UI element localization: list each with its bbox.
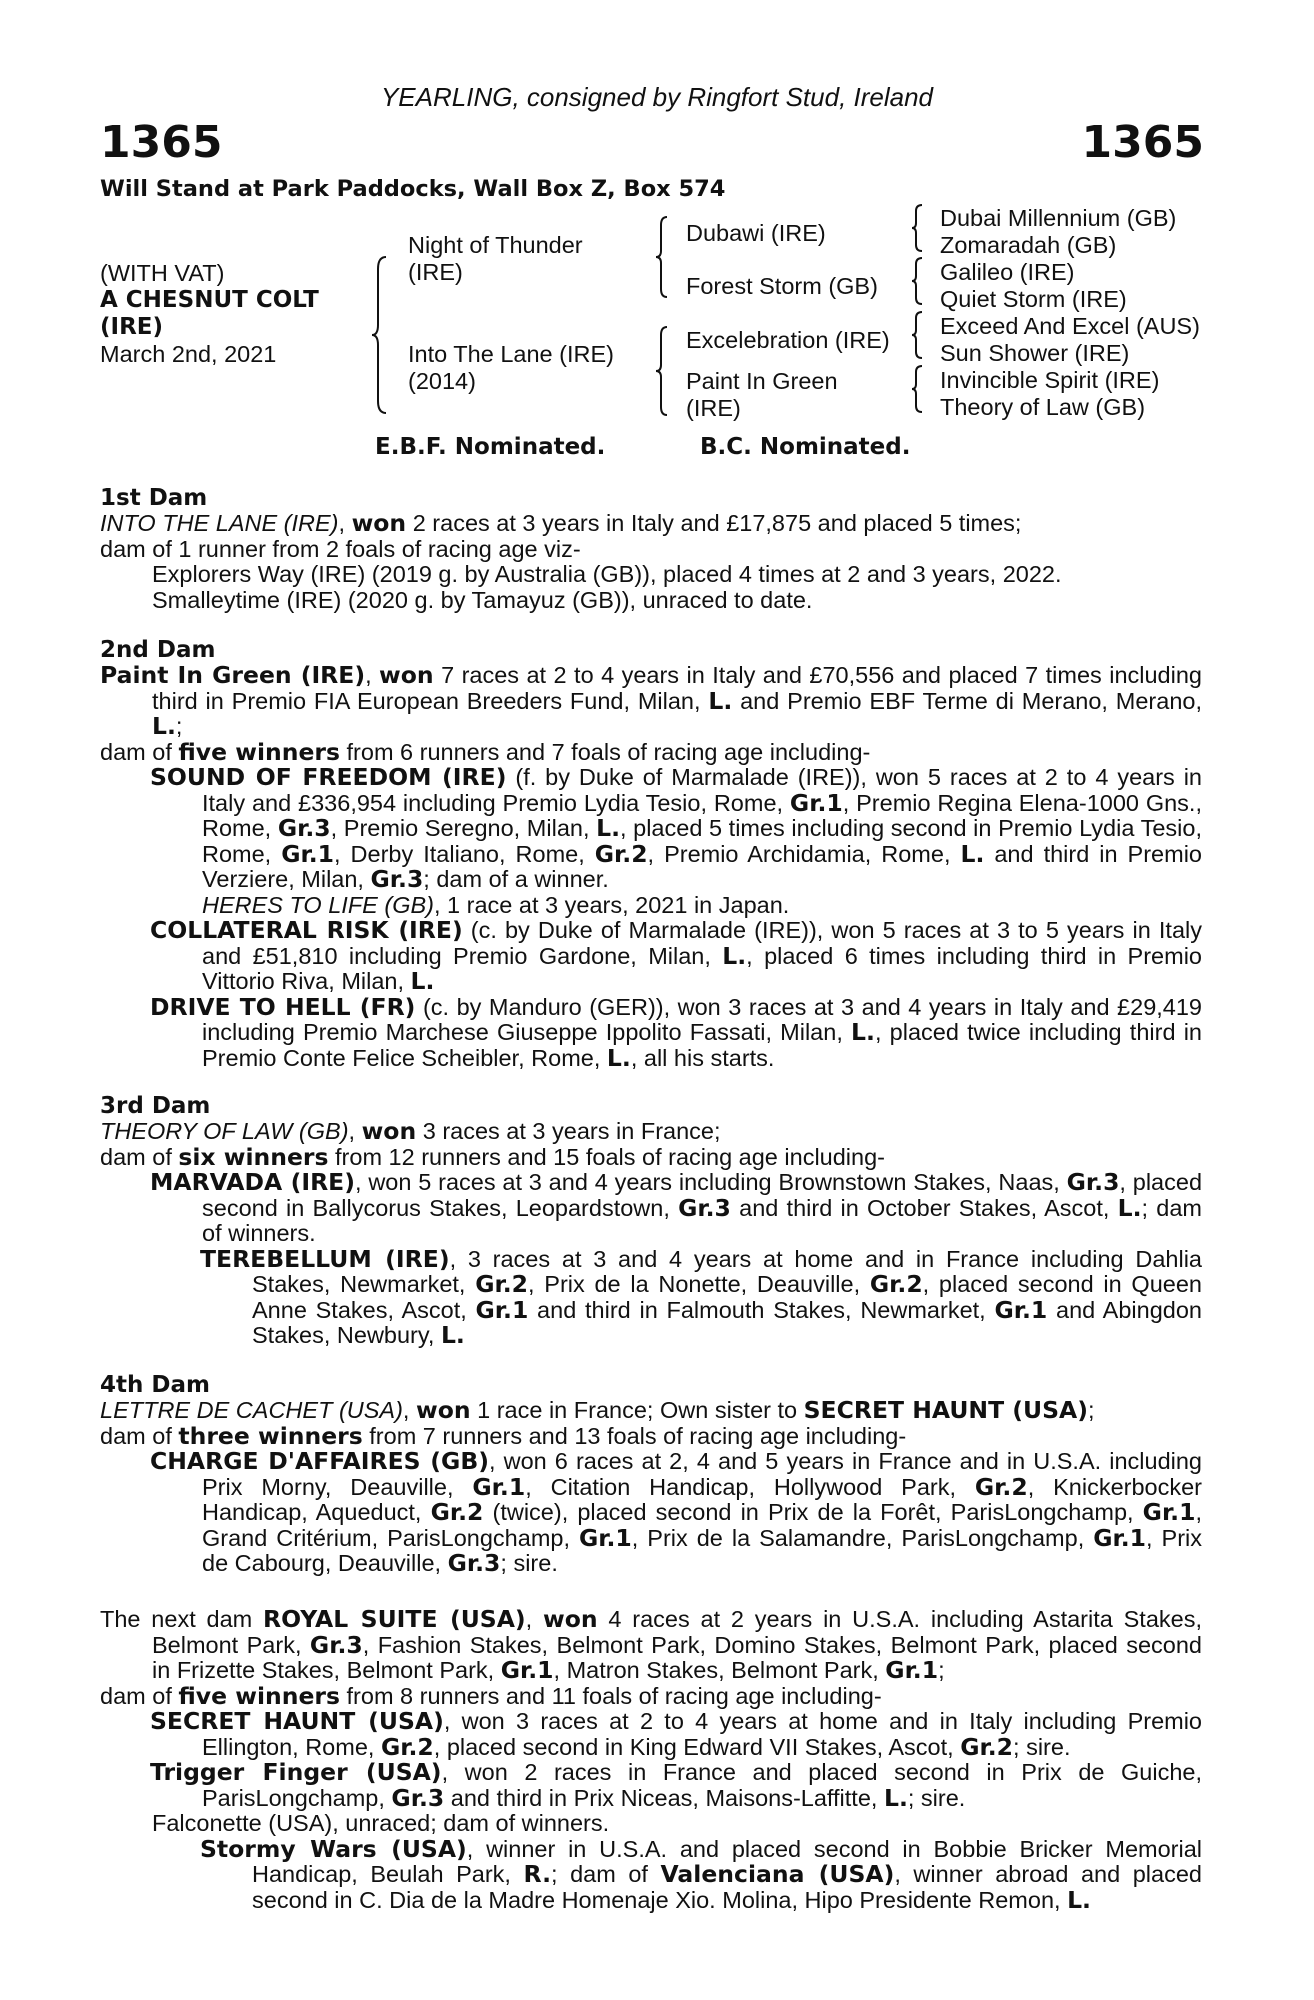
progeny-charge-daffaires: CHARGE D'AFFAIRES (GB), won 6 races at 2, 4 and 5 years in France and in U.S.A. including Prix Morny, Deauville, Gr.1, Citation Handicap, Hollywood Park, Gr.2, Knickerbocker Handicap, Aqueduct, Gr.2 (twice), placed second in Prix de la Forêt, ParisLongchamp, Gr.1, Grand Critérium, ParisLongchamp, Gr.1, Prix de la Salamandre, ParisLongchamp, Gr.1, Prix de Cabourg, Deauville, Gr.3; sire.	[150, 1447, 1203, 1577]
progeny-trigger-finger: Trigger Finger (USA), won 2 races in France and placed second in Prix de Guiche, ParisLongchamp, Gr.3 and third in Prix Niceas, Maisons-Laffitte, L.; sire.	[150, 1758, 1203, 1812]
progeny-item: Explorers Way (IRE) (2019 g. by Australia (GB)), placed 4 times at 2 and 3 years, 2022.	[152, 561, 1062, 587]
pedigree-brace-sd	[910, 256, 924, 306]
fourth-dam-record: LETTRE DE CACHET (USA), won 1 race in France; Own sister to SECRET HAUNT (USA);	[100, 1396, 1095, 1424]
pedigree-dam-dam-line1: Paint In Green	[686, 368, 838, 394]
first-dam-text: 2 races at 3 years in Italy and £17,875 and placed 5 times;	[406, 510, 1022, 536]
second-dam-record: Paint In Green (IRE), won 7 races at 2 to 4 years in Italy and £70,556 and placed 7 times including third in Premio FIA European Breeders Fund, Milan, L. and Premio EBF Terme di Merano, Merano, L.;	[100, 661, 1202, 740]
next-dam-record: The next dam ROYAL SUITE (USA), won 4 races at 2 years in U.S.A. including Astarita Stakes, Belmont Park, Gr.3, Fashion Stakes, Belmont Park, Domino Stakes, Belmont Park, placed second in Frizette Stakes, Belmont Park, Gr.1, Matron Stakes, Belmont Park, Gr.1;	[100, 1605, 1202, 1684]
next-dam-section	[100, 1607, 1202, 1913]
pedigree-brace-ss	[910, 203, 924, 253]
horse-name-line2: (IRE)	[100, 314, 164, 340]
progeny-marvada: MARVADA (IRE), won 5 races at 3 and 4 years including Brownstown Stakes, Naas, Gr.3, placed second in Ballycorus Stakes, Leopardstown, Gr.3 and third in October Stakes, Ascot, L.; dam of winners.	[150, 1168, 1203, 1246]
pedigree-dss: Exceed And Excel (AUS)	[940, 313, 1200, 339]
pedigree-sds: Galileo (IRE)	[940, 259, 1075, 285]
progeny-item: Smalleytime (IRE) (2020 g. by Tamayuz (GB)), unraced to date.	[152, 586, 813, 613]
pedigree-sdd: Quiet Storm (IRE)	[940, 286, 1127, 312]
pedigree-dam-dam-line2: (IRE)	[686, 395, 741, 421]
horse-name-line1: A CHESNUT COLT	[100, 287, 319, 313]
next-dam-produce: dam of five winners from 8 runners and 11 foals of racing age including-	[100, 1681, 882, 1710]
vat-note: (WITH VAT)	[100, 260, 225, 286]
second-dam-section	[100, 637, 1202, 1071]
pedigree-dsd: Sun Shower (IRE)	[940, 340, 1130, 366]
pedigree-brace-dam	[654, 325, 670, 417]
won-label: won	[351, 509, 407, 537]
second-dam-name: Paint In Green (IRE)	[100, 661, 366, 689]
pedigree-sire-line2: (IRE)	[408, 259, 463, 285]
progeny-drive-to-hell: DRIVE TO HELL (FR) (c. by Manduro (GER)), won 3 races at 3 and 4 years in Italy and £29,419 including Premio Marchese Giuseppe Ippolito Fassati, Milan, L., placed twice including third in Premio Conte Felice Scheibler, Rome, L., all his starts.	[150, 992, 1202, 1072]
fourth-dam-produce: dam of three winners from 7 runners and 13 foals of racing age including-	[100, 1421, 907, 1450]
pedigree-sire-line1: Night of Thunder	[408, 232, 583, 258]
progeny-sound-of-freedom: SOUND OF FREEDOM (IRE) (f. by Duke of Marmalade (IRE)), won 5 races at 2 to 4 years in Italy and £336,954 including Premio Lydia Tesio, Rome, Gr.1, Premio Regina Elena-1000 Gns., Rome, Gr.3, Premio Seregno, Milan, L., placed 5 times including second in Premio Lydia Tesio, Rome, Gr.1, Derby Italiano, Rome, Gr.2, Premio Archidamia, Rome, L. and third in Premio Verziere, Milan, Gr.3; dam of a winner.	[150, 763, 1203, 893]
first-dam-heading: 1st Dam	[100, 485, 208, 511]
horse-dob: March 2nd, 2021	[100, 341, 277, 367]
progeny-collateral-risk: COLLATERAL RISK (IRE) (c. by Duke of Marmalade (IRE)), won 5 races at 3 to 5 years in Italy and £51,810 including Premio Gardone, Milan, L., placed 6 times including third in Premio Vittorio Riva, Milan, L.	[150, 916, 1202, 995]
third-dam-section	[100, 1093, 1202, 1349]
pedigree-brace-ds	[910, 310, 924, 360]
pedigree-ssd: Zomaradah (GB)	[940, 232, 1117, 258]
first-dam-section	[100, 485, 1202, 613]
pedigree-brace-dd	[910, 364, 924, 414]
second-dam-produce: dam of five winners from 6 runners and 7 foals of racing age including-	[100, 737, 871, 766]
ebf-nominated: E.B.F. Nominated.	[375, 434, 606, 460]
progeny-falconette: Falconette (USA), unraced; dam of winners.	[152, 1810, 610, 1836]
pedigree-sire-dam: Forest Storm (GB)	[686, 273, 878, 299]
pedigree-ddd: Theory of Law (GB)	[940, 394, 1146, 420]
pedigree-sss: Dubai Millennium (GB)	[940, 205, 1177, 231]
progeny-secret-haunt: SECRET HAUNT (USA), won 3 races at 2 to 4 years at home and in Italy including Premio Ellington, Rome, Gr.2, placed second in King Edward VII Stakes, Ascot, Gr.2; sire.	[150, 1707, 1203, 1761]
lot-number-right: 1365	[1081, 117, 1204, 168]
first-dam-name: INTO THE LANE (IRE)	[100, 510, 339, 536]
pedigree-dam-sire: Excelebration (IRE)	[686, 327, 890, 353]
fourth-dam-heading: 4th Dam	[100, 1372, 210, 1398]
third-dam-record: THEORY OF LAW (GB), won 3 races at 3 years in France;	[100, 1117, 721, 1145]
first-dam-produce: dam of 1 runner from 2 foals of racing age viz-	[100, 535, 581, 562]
fourth-dam-section	[100, 1372, 1202, 1577]
won-label: won	[379, 661, 434, 689]
lot-number-left: 1365	[100, 117, 223, 168]
bc-nominated: B.C. Nominated.	[700, 434, 911, 460]
consignor-line: YEARLING, consigned by Ringfort Stud, Ireland	[380, 82, 934, 112]
first-dam-record: INTO THE LANE (IRE), won 2 races at 3 years in Italy and £17,875 and placed 5 times;	[100, 509, 1022, 537]
stand-location: Will Stand at Park Paddocks, Wall Box Z, Box 574	[100, 176, 726, 202]
pedigree-brace-gen1	[370, 255, 390, 415]
second-dam-heading: 2nd Dam	[100, 637, 216, 663]
pedigree-dds: Invincible Spirit (IRE)	[940, 367, 1160, 393]
progeny-heres-to-life: HERES TO LIFE (GB), 1 race at 3 years, 2021 in Japan.	[202, 891, 790, 918]
progeny-stormy-wars: Stormy Wars (USA), winner in U.S.A. and placed second in Bobbie Bricker Memorial Handicap, Beulah Park, R.; dam of Valenciana (USA), winner abroad and placed second in C. Dia de la Madre Homenaje Xio. Molina, Hipo Presidente Remon, L.	[200, 1834, 1202, 1914]
third-dam-heading: 3rd Dam	[100, 1093, 211, 1119]
pedigree-brace-sire	[654, 215, 670, 299]
pedigree-dam-line1: Into The Lane (IRE)	[408, 341, 614, 367]
third-dam-produce: dam of six winners from 12 runners and 15 foals of racing age including-	[100, 1142, 885, 1171]
progeny-terebellum: TEREBELLUM (IRE), 3 races at 3 and 4 years at home and in France including Dahlia Stakes, Newmarket, Gr.2, Prix de la Nonette, Deauville, Gr.2, placed second in Queen Anne Stakes, Ascot, Gr.1 and third in Falmouth Stakes, Newmarket, Gr.1 and Abingdon Stakes, Newbury, L.	[200, 1244, 1202, 1349]
pedigree-sire-sire: Dubawi (IRE)	[686, 220, 826, 246]
pedigree-dam-line2: (2014)	[408, 368, 476, 394]
